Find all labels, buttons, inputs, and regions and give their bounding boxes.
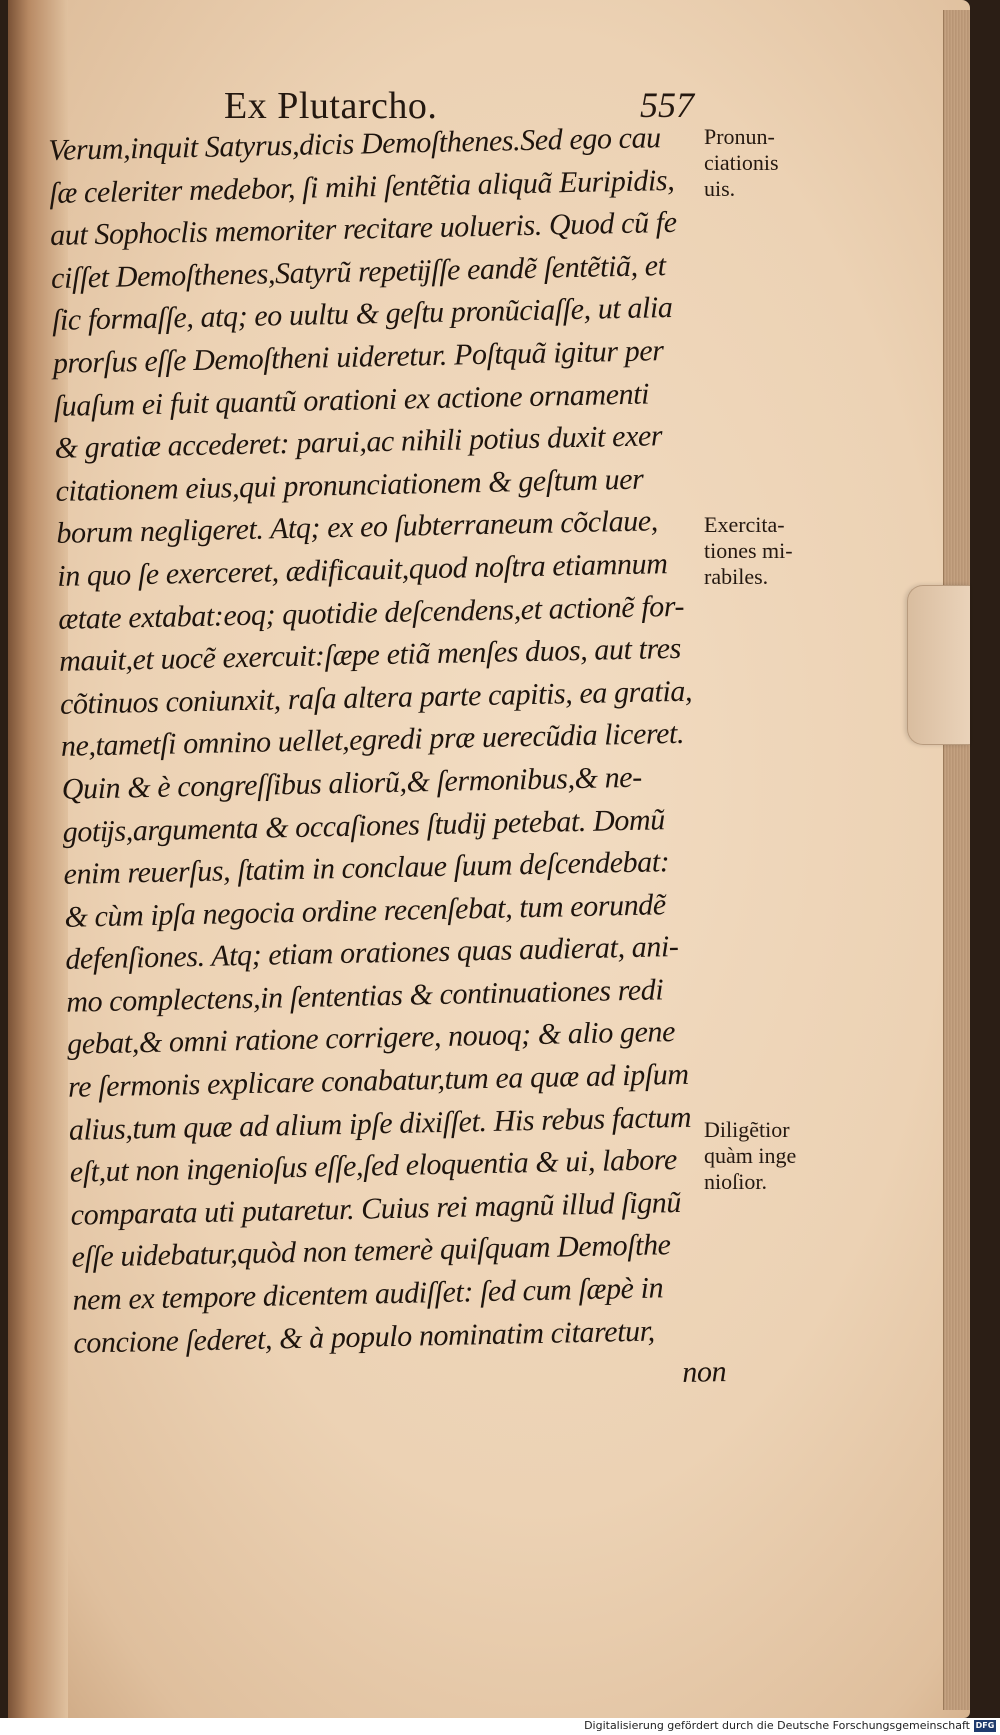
marginal-note-diligentior [704, 1117, 796, 1195]
marginal-line: uis. [704, 176, 736, 201]
marginal-line: quàm inge [704, 1143, 797, 1168]
text-line: Verum,inquit Satyrus,dicis Demoſthenes.Sed ego cau [48, 121, 662, 167]
text-line: prorſus eſſe Demoſtheni uideretur. Poſtquã igitur per [52, 334, 664, 380]
marginal-note-exercitationes [704, 512, 793, 590]
digitization-footer [0, 1718, 1000, 1735]
page-number: 557 [640, 85, 694, 125]
text-line: borum negligeret. Atq; ex eo ſubterraneum cõclaue, [56, 504, 659, 551]
text-line: ætate extabat:eoq; quotidie deſcendens,et actionẽ for- [57, 589, 685, 636]
marginal-line: Diligẽtior [704, 1117, 790, 1142]
text-line: nem ex tempore dicentem audiſſet: ſed cum ſæpè in [72, 1271, 664, 1317]
text-line: alius,tum quæ ad alium ipſe dixiſſet. His rebus factum [68, 1100, 692, 1147]
text-line: enim reuerſus, ſtatim in conclaue ſuum deſcendebat: [63, 845, 670, 891]
text-line: & cùm ipſa negocia ordine recenſebat, tum eorundẽ [64, 887, 667, 934]
text-line: in quo ſe exerceret, ædificauit,quod noſtra etiamnum [57, 547, 668, 593]
paper-page [8, 0, 970, 1718]
marginal-line: rabiles. [704, 564, 769, 589]
text-line: non [682, 1355, 727, 1390]
footer-credit: Digitalisierung gefördert durch die Deutsche Forschungsgemeinschaft [584, 1719, 970, 1732]
marginal-note-pronunciationis [704, 124, 779, 202]
text-line: ne,tametſi omnino uellet,egredi præ uerecũdia liceret. [60, 717, 685, 764]
text-line: & gratiæ accederet: parui,ac nihili potius duxit exer [54, 419, 663, 466]
text-line: defenſiones. Atq; etiam orationes quas audierat, ani- [65, 930, 679, 977]
text-line: re ſermonis explicare conabatur,tum ea quæ ad ipſum [67, 1057, 689, 1104]
text-line: mauit,et uocẽ exercuit:ſæpe etiã menſes duos, aut tres [58, 631, 682, 679]
dfg-logo: DFG [975, 1721, 995, 1730]
text-line: gotĳs,argumenta & occaſiones ſtudĳ petebat. Domũ [62, 802, 666, 849]
text-line: comparata uti putaretur. Cuius rei magnũ illud ſignũ [70, 1185, 682, 1232]
text-line: mo complectens,in ſententias & continuationes redi [65, 973, 664, 1019]
marginal-line: Exercita- [704, 512, 785, 537]
text-line: concione ſederet, & à populo nominatim citaretur, [73, 1314, 656, 1360]
text-line: aut Sophoclis memoriter recitare uolueris. Quod cũ fe [49, 206, 677, 253]
text-line: eſſe uidebatur,quòd non temerè quiſquam Demoſthe [71, 1228, 671, 1275]
marginal-line: ciationis [704, 150, 779, 175]
marginal-line: tiones mi- [704, 538, 793, 563]
page-edges [943, 10, 970, 1710]
text-line: ciſſet Demoſthenes,Satyrũ repetĳſſe eandẽ ſentẽtiã, et [50, 248, 666, 295]
text-line: gebat,& omni ratione corrigere, nouoq; & alio gene [66, 1015, 676, 1062]
marginal-line: nioſior. [704, 1169, 767, 1194]
text-line: citationem eius,qui pronunciationem & geſtum uer [55, 462, 644, 508]
text-line: cõtinuos coniunxit, raſa altera parte capitis, ea gratia, [59, 674, 693, 721]
page-clip-tab [907, 585, 970, 745]
text-line: ſic formaſſe, atq; eo uultu & geſtu pronũciaſſe, ut alia [51, 291, 673, 338]
marginal-line: Pronun- [704, 124, 775, 149]
running-head-title: Ex Plutarcho. [224, 85, 438, 127]
text-line: eſt,ut non ingenioſus eſſe,ſed eloquentia & ui, labore [69, 1143, 678, 1190]
text-line: ſæ celeriter medebor, ſi mihi ſentẽtia aliquã Euripidis, [48, 163, 675, 210]
main-text-block [48, 116, 735, 1407]
text-line: ſuaſum ei fuit quantũ orationi ex actione ornamenti [53, 377, 650, 423]
text-line: Quin & è congreſſibus aliorũ,& ſermonibus,& ne- [61, 760, 643, 806]
